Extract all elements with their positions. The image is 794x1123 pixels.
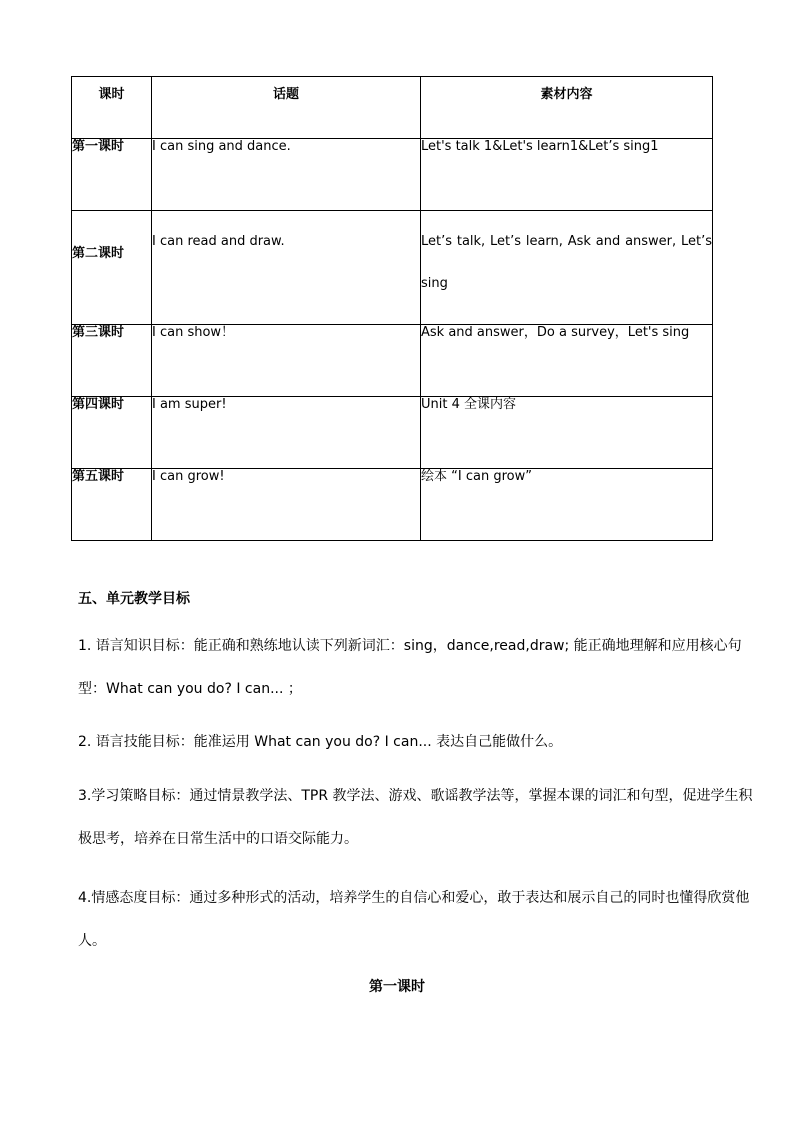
topic-cell: I can grow! xyxy=(152,469,421,541)
goal-paragraph-language-skill: 2. 语言技能目标：能准运用 What can you do? I can... 表达自己能做什么。 xyxy=(78,734,563,750)
goal-paragraph-language-knowledge: 1. 语言知识目标：能正确和熟练地认读下列新词汇：sing，dance,read,draw; 能正确地理解和应用核心句型：What can you do? I can... ； xyxy=(78,638,742,697)
lesson-one-title: 第一课时 xyxy=(369,979,425,995)
material-cell: Ask and answer，Do a survey，Let's sing xyxy=(421,325,713,397)
period-cell: 第一课时 xyxy=(72,139,152,211)
material-cell: Let's talk 1&Let's learn1&Let’s sing1 xyxy=(421,139,713,211)
table-row xyxy=(72,139,713,211)
table-row xyxy=(72,397,713,469)
goal-paragraph-learning-strategy: 3.学习策略目标：通过情景教学法、TPR 教学法、游戏、歌谣教学法等，掌握本课的词汇和句型，促进学生积极思考，培养在日常生活中的口语交际能力。 xyxy=(78,788,753,847)
material-cell: Unit 4 全课内容 xyxy=(421,397,713,469)
topic-cell: I am super! xyxy=(152,397,421,469)
period-cell: 第二课时 xyxy=(72,211,152,325)
header-topic: 话题 xyxy=(152,77,421,139)
lesson-schedule-table xyxy=(71,76,713,541)
topic-cell: I can show！ xyxy=(152,325,421,397)
topic-cell: I can sing and dance. xyxy=(152,139,421,211)
table-header-row xyxy=(72,77,713,139)
period-cell: 第四课时 xyxy=(72,397,152,469)
header-material: 素材内容 xyxy=(421,77,713,139)
header-period: 课时 xyxy=(72,77,152,139)
period-cell: 第三课时 xyxy=(72,325,152,397)
section-title: 五、单元教学目标 xyxy=(78,591,190,607)
goal-paragraph-emotion-attitude: 4.情感态度目标：通过多种形式的活动，培养学生的自信心和爱心，敢于表达和展示自己的同时也懂得欣赏他人。 xyxy=(78,890,750,949)
material-cell: 绘本 “I can grow” xyxy=(421,469,713,541)
table-row xyxy=(72,325,713,397)
topic-cell: I can read and draw. xyxy=(152,211,421,325)
table-row xyxy=(72,469,713,541)
material-cell: Let’s talk, Let’s learn, Ask and answer, Let’s sing xyxy=(421,211,713,325)
period-cell: 第五课时 xyxy=(72,469,152,541)
table-row xyxy=(72,211,713,325)
